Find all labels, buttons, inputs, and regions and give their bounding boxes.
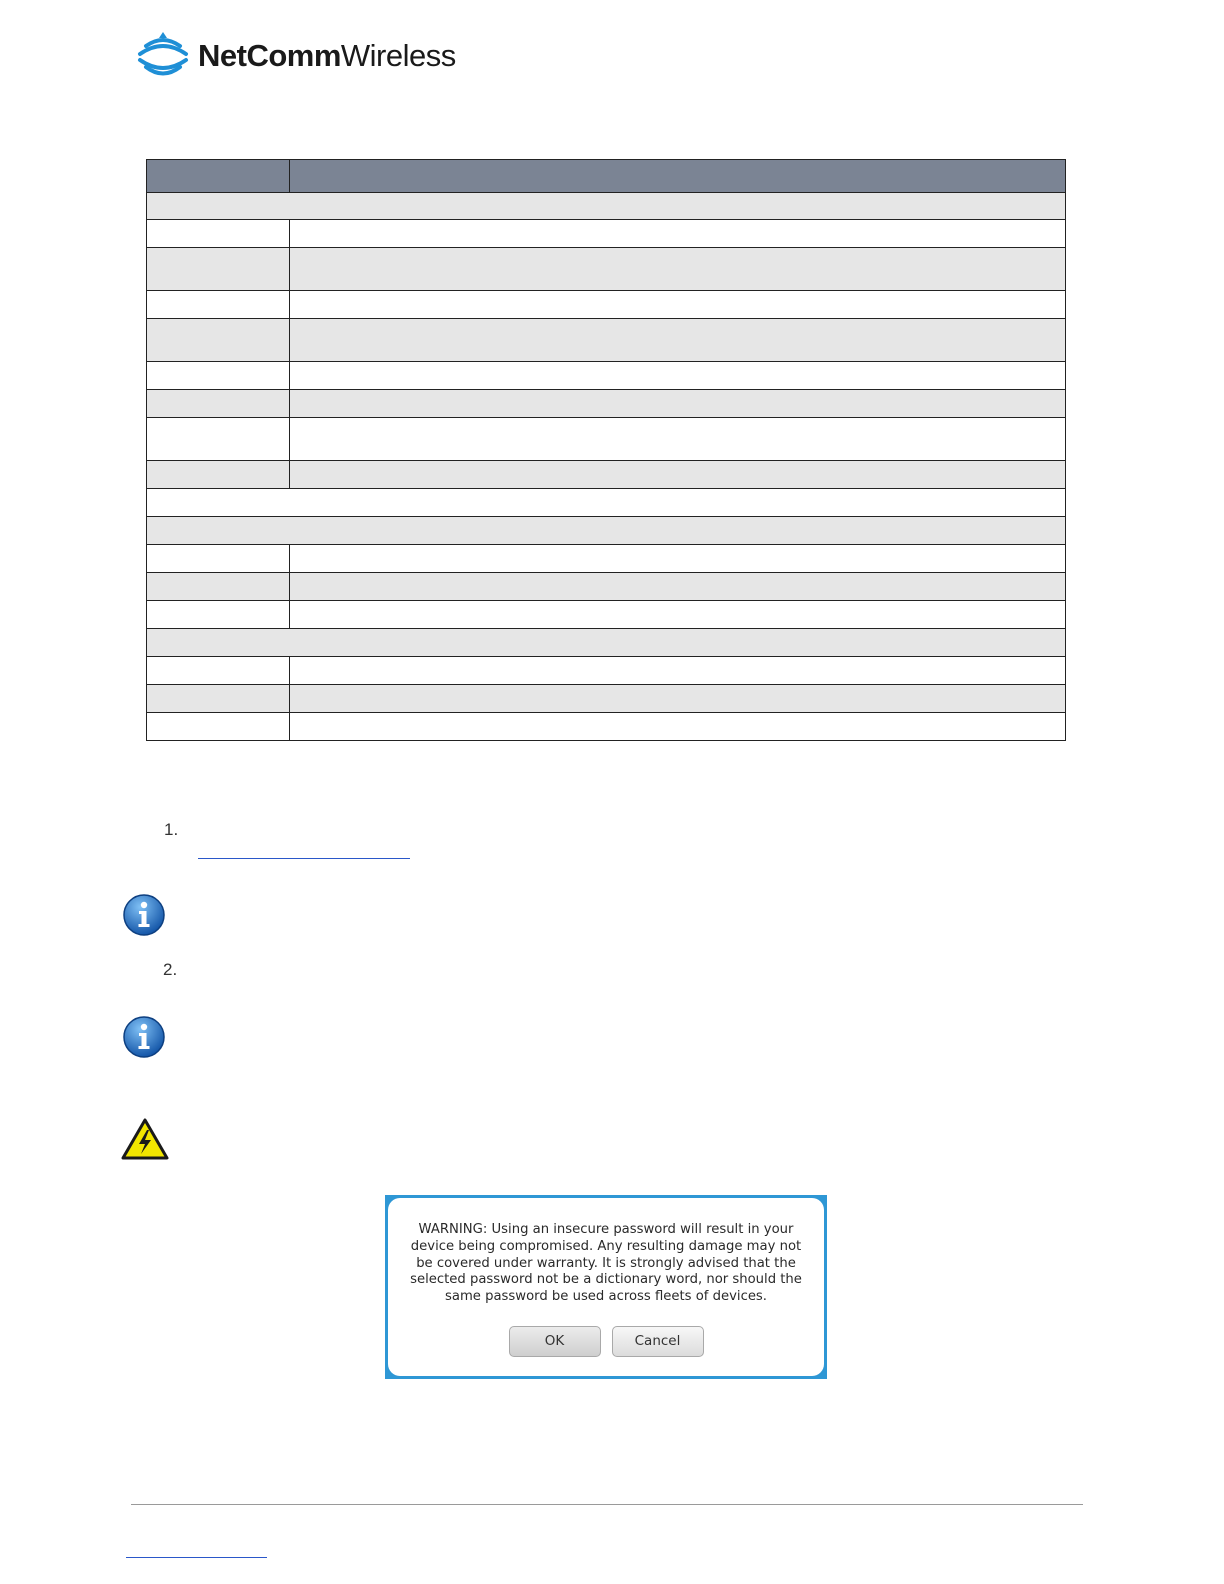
footer-link-underline[interactable] <box>126 1557 267 1558</box>
table-row <box>147 601 1066 629</box>
table-row <box>147 390 1066 418</box>
warning-dialog-body <box>388 1198 824 1376</box>
table-header-cell <box>290 160 1066 193</box>
warning-dialog <box>385 1195 827 1379</box>
cancel-button[interactable]: Cancel <box>612 1326 704 1357</box>
table-header-row <box>147 160 1066 193</box>
wifi-logo-icon <box>136 30 190 80</box>
table-row <box>147 220 1066 248</box>
table-row <box>147 418 1066 461</box>
footer-divider <box>131 1504 1083 1505</box>
table-row <box>147 291 1066 319</box>
table-row <box>147 685 1066 713</box>
warning-message: WARNING: Using an insecure password will result in your device being compromised. Any resulting damage may not be covered under warranty. It is strongly advised that the selected password not be a dictionary word, nor should the same password be used across fleets of devices. <box>410 1222 802 1305</box>
table-row <box>147 319 1066 362</box>
table-row <box>147 573 1066 601</box>
table-row <box>147 362 1066 390</box>
table-row <box>147 461 1066 489</box>
dialog-button-row <box>388 1326 824 1357</box>
table-section-row <box>147 517 1066 545</box>
brand-name: NetCommWireless <box>198 37 456 73</box>
hyperlink-underline[interactable] <box>198 858 410 859</box>
table-section-row <box>147 489 1066 517</box>
info-icon <box>122 893 166 937</box>
warning-icon <box>121 1117 169 1161</box>
table-row <box>147 248 1066 291</box>
list-number-2: 2. <box>163 960 178 979</box>
settings-table <box>146 159 1066 741</box>
table-section-row <box>147 629 1066 657</box>
table-row <box>147 657 1066 685</box>
netcomm-logo <box>136 30 456 80</box>
list-number-1: 1. <box>164 820 179 839</box>
table-header-cell <box>147 160 290 193</box>
ok-button[interactable]: OK <box>509 1326 601 1357</box>
table-row <box>147 545 1066 573</box>
table-section-row <box>147 193 1066 220</box>
info-icon <box>122 1015 166 1059</box>
table-row <box>147 713 1066 741</box>
